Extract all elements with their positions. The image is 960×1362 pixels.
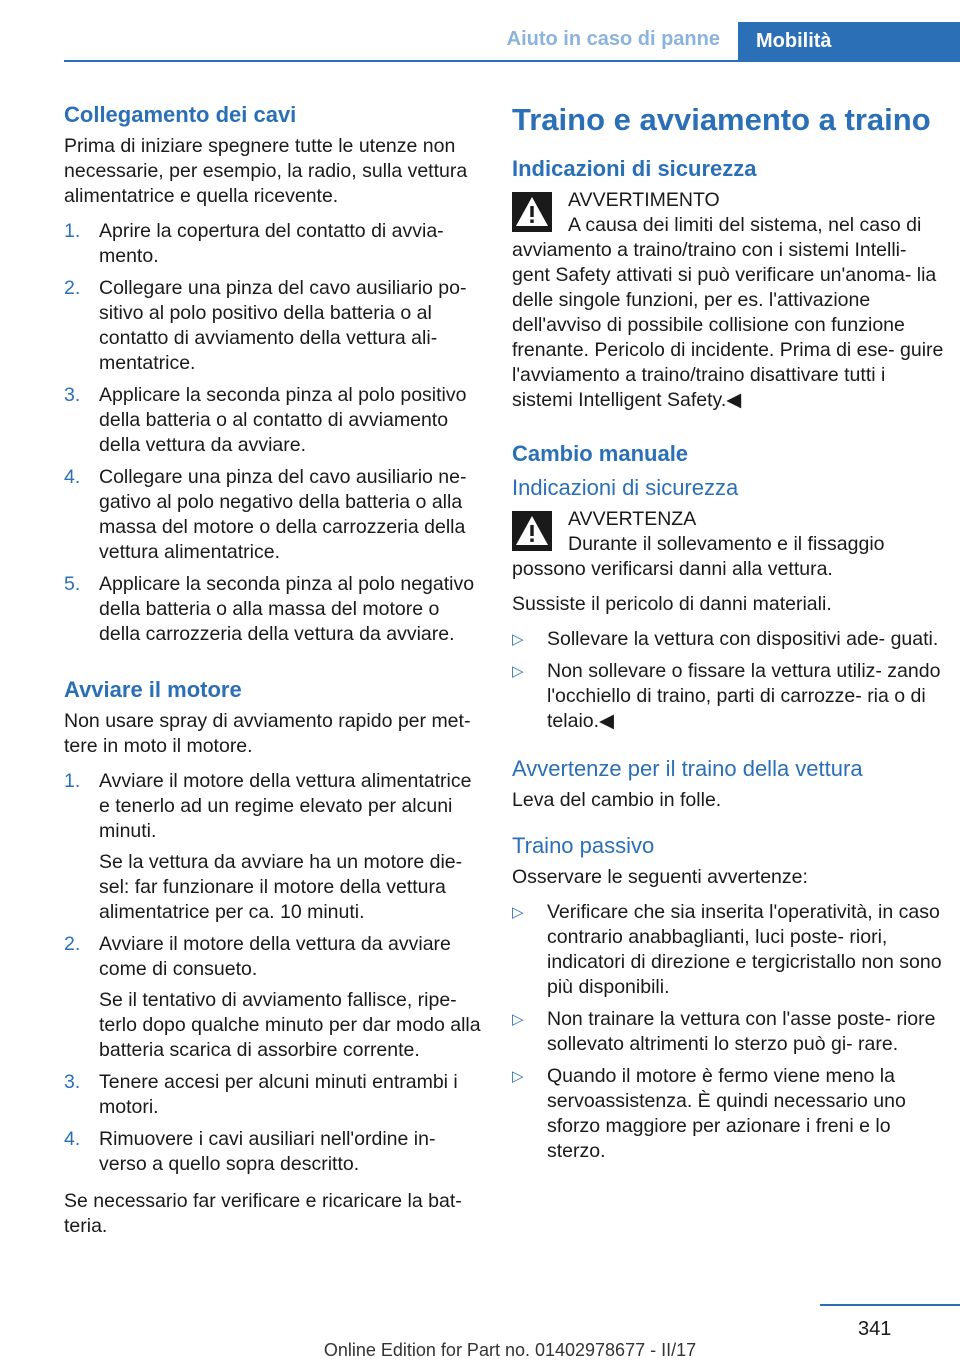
- closing-text: Se necessario far verificare e ricaricare la bat‐ teria.: [64, 1190, 462, 1237]
- list-item: 4. Rimuovere i cavi ausiliari nell'ordine in‐ verso a quello sopra descritto.: [64, 1128, 436, 1175]
- page-header: [0, 0, 960, 62]
- triangle-right-icon: ▷: [512, 631, 524, 648]
- list-item: ▷ Verificare che sia inserita l'operatività, in caso contrario anabbaglianti, luci poste‐ riori, indicatori di direzione e tergicristallo non sono più disponibili.: [512, 901, 942, 998]
- right-column: [512, 100, 948, 1176]
- passive-towing-heading: Traino passivo: [512, 833, 655, 858]
- safety-heading-2: Indicazioni di sicurezza: [512, 475, 739, 500]
- page-number: 341: [858, 1318, 892, 1340]
- list-item: 1. Avviare il motore della vettura alimentatrice e tenerlo ad un regime elevato per alcuni minuti. Se la vettura da avviare ha un motore die‐ sel: far funzionare il motore della vettura alimentatrice per ca. 10 minuti.: [64, 770, 472, 923]
- footer-rule: [820, 1304, 960, 1306]
- warning-triangle-icon: [512, 511, 552, 551]
- warning-block-1: [512, 188, 948, 413]
- engine-steps-list: [64, 769, 482, 1177]
- cables-intro: Prima di iniziare spegnere tutte le utenze non necessarie, per esempio, la radio, sulla vettura alimentatrice e quella ricevente.: [64, 135, 468, 207]
- engine-intro: Non usare spray di avviamento rapido per met‐ tere in moto il motore.: [64, 710, 471, 757]
- list-item: ▷ Quando il motore è fermo viene meno la servoassistenza. È quindi necessario uno sforzo maggiore per azionare i freni e lo sterzo.: [512, 1065, 906, 1162]
- towing-notes-text: Leva del cambio in folle.: [512, 789, 722, 811]
- list-item: 2. Collegare una pinza del cavo ausiliario po‐ sitivo al polo positivo della batteria o al contatto di avviamento della vettura ali‐ mentatrice.: [64, 277, 467, 374]
- list-item: 2. Avviare il motore della vettura da avviare come di consueto. Se il tentativo di avviamento fallisce, ripe‐ terlo dopo qualche minuto per dar modo alla batteria scarica di assorbire corrente.: [64, 933, 481, 1061]
- left-column: [64, 100, 482, 1249]
- list-item: ▷ Non sollevare o fissare la vettura utiliz‐ zando l'occhiello di traino, parti di carrozze‐ ria o di telaio.◀: [512, 660, 941, 732]
- list-item: 5. Applicare la seconda pinza al polo negativo della batteria o alla massa del motore o della carrozzeria della vettura da avviare.: [64, 573, 475, 645]
- list-item: 3. Tenere accesi per alcuni minuti entrambi i motori.: [64, 1071, 458, 1118]
- breadcrumb[interactable]: Aiuto in caso di panne: [506, 28, 720, 50]
- lift-list: [512, 627, 948, 734]
- safety-heading-1: Indicazioni di sicurezza: [512, 156, 757, 181]
- list-item: ▷ Non trainare la vettura con l'asse poste‐ riore sollevato altrimenti lo sterzo può gi‐ rare.: [512, 1008, 936, 1055]
- warning-label-1: AVVERTIMENTO: [568, 189, 720, 211]
- cables-steps-list: [64, 219, 482, 647]
- manual-gearbox-heading: Cambio manuale: [512, 441, 689, 466]
- warning-triangle-icon: [512, 192, 552, 232]
- damage-risk-text: Sussiste il pericolo di danni materiali.: [512, 593, 832, 615]
- warning-text-1: A causa dei limiti del sistema, nel caso di avviamento a traino/traino con i sistemi Intelli‐ gent Safety attivati si può verificare un'anoma‐ lia delle singole funzioni, per es. l'attivazione dell'avviso di possibile collisione con funzione frenante. Pericolo di incidente. Prima di ese‐ guire l'avviamento a traino/traino disattivare tutti i sistemi Intelligent Safety.◀: [512, 214, 944, 411]
- triangle-right-icon: ▷: [512, 663, 524, 680]
- list-item: ▷ Sollevare la vettura con dispositivi ade‐ guati.: [512, 628, 939, 650]
- warning-block-2: [512, 507, 948, 582]
- engine-heading: Avviare il motore: [64, 677, 242, 702]
- triangle-right-icon: ▷: [512, 904, 524, 921]
- list-item: 1. Aprire la copertura del contatto di avvia‐ mento.: [64, 220, 444, 267]
- edition-footer: Online Edition for Part no. 01402978677 - II/17: [323, 1340, 697, 1360]
- list-item: 4. Collegare una pinza del cavo ausiliario ne‐ gativo al polo negativo della batteria o alla massa del motore o della carrozzeria della vettura alimentatrice.: [64, 466, 467, 563]
- header-rule: [64, 60, 960, 62]
- warning-text-2: Durante il sollevamento e il fissaggio possono verificarsi danni alla vettura.: [512, 533, 885, 580]
- list-item: 3. Applicare la seconda pinza al polo positivo della batteria o al contatto di avviamento della vettura da avviare.: [64, 384, 467, 456]
- section-tab[interactable]: Mobilità: [738, 22, 960, 62]
- triangle-right-icon: ▷: [512, 1068, 524, 1085]
- passive-list: [512, 900, 948, 1164]
- towing-notes-heading: Avvertenze per il traino della vettura: [512, 756, 863, 781]
- cables-heading: Collegamento dei cavi: [64, 102, 297, 127]
- triangle-right-icon: ▷: [512, 1011, 524, 1028]
- main-title: Traino e avviamento a traino: [512, 102, 931, 137]
- warning-label-2: AVVERTENZA: [568, 508, 697, 530]
- passive-intro: Osservare le seguenti avvertenze:: [512, 866, 808, 888]
